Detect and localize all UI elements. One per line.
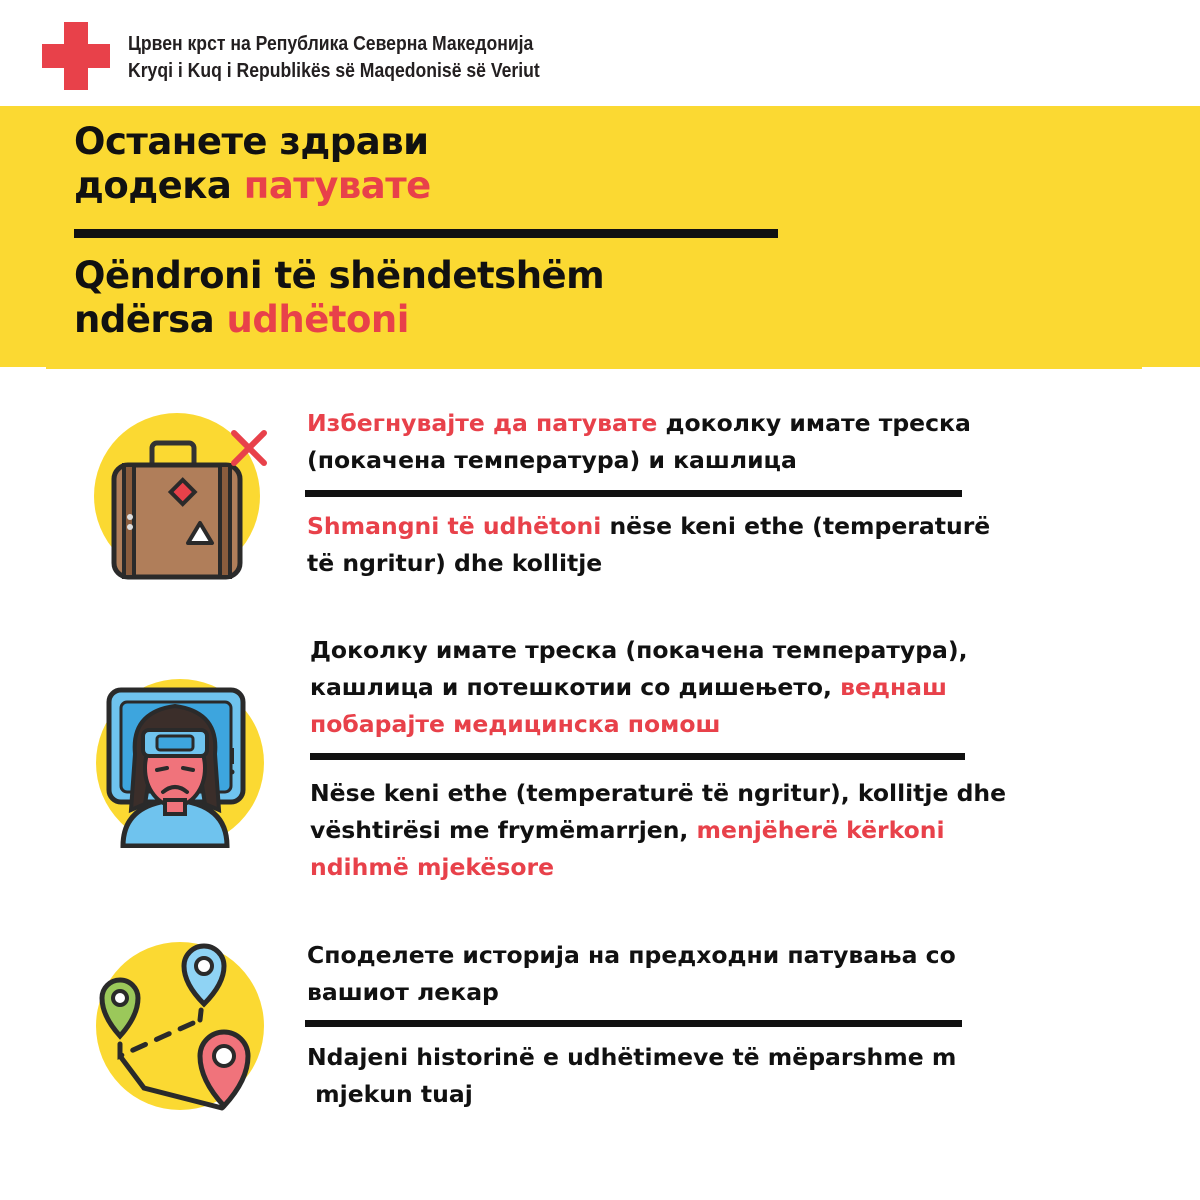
- tip-1-sq: Shmangni të udhëtoni nëse keni ethe (temperaturë të ngritur) dhe kollitje: [307, 512, 991, 577]
- tip-3-mk: Споделете историја на предходни патувања со вашиот лекар: [307, 941, 956, 1006]
- tip-3-divider: [305, 1020, 962, 1027]
- headline-divider: [74, 229, 778, 238]
- header: [0, 0, 1200, 106]
- tip-2-mk-highlight-1: веднаш: [840, 673, 947, 701]
- headline-mk-line2: додека патувате: [74, 164, 431, 207]
- headline-mk-line1: Останете здрави: [74, 120, 429, 163]
- tip-1-divider: [305, 490, 962, 497]
- headline-sq-highlight: udhëtoni: [226, 298, 409, 341]
- tip-3-sq: Ndajeni historinë e udhëtimeve të mëparshme m mjekun tuaj: [307, 1043, 957, 1108]
- tip-1-mk-highlight: Избегнувајте да патувате: [307, 409, 658, 437]
- sick-person-thermometer-icon: [95, 676, 265, 848]
- tip-2-divider: [310, 753, 965, 760]
- headline-sq-line1: Qëndroni të shëndetshëm: [74, 254, 605, 297]
- organization-name-sq: Kryqi i Kuq i Republikës së Maqedonisë së Veriut: [128, 60, 540, 82]
- tip-2-sq-highlight-1: menjëherë kërkoni: [696, 816, 945, 844]
- suitcase-cross-icon: [94, 405, 274, 580]
- tip-2-sq-highlight-2: ndihmë mjekësore: [310, 853, 555, 881]
- tip-1-sq-highlight: Shmangni të udhëtoni: [307, 512, 602, 540]
- tip-2-sq: Nëse keni ethe (temperaturë të ngritur), kollitje dhe vështirësi me frymëmarrjen, menjëherë kërkoni ndihmë mjekësore: [310, 775, 1006, 886]
- tip-2-mk: Доколку имате треска (покачена температура), кашлица и потешкотии со дишењето, веднаш побарајте медицинска помош: [310, 632, 968, 743]
- headline-mk-highlight: патувате: [243, 164, 431, 207]
- headline-mk: [74, 120, 431, 208]
- headline-sq-line2: ndërsa udhëtoni: [74, 298, 409, 341]
- tip-2-mk-highlight-2: побарајте медицинска помош: [310, 710, 721, 738]
- organization-name-mk: Црвен крст на Република Северна Македонија: [128, 33, 534, 55]
- tip-1-mk: Избегнувајте да патувате доколку имате треска (покачена температура) и кашлица: [307, 409, 971, 474]
- red-cross-logo-icon: [42, 22, 110, 90]
- headline-sq: [74, 254, 604, 342]
- travel-route-pins-icon: [92, 938, 267, 1113]
- banner-edge: [0, 366, 1200, 369]
